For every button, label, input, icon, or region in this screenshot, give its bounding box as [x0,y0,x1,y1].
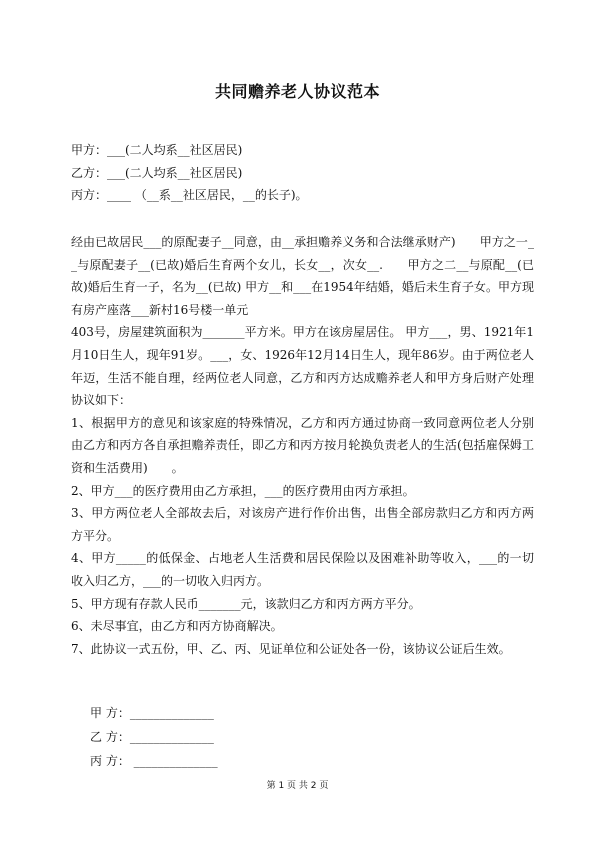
signature-bing: 丙 方： ______________ [90,754,218,768]
clause-3: 3、甲方两位老人全部故去后，对该房产进行作价出售，出售全部房款归乙方和丙方两方平分。 [71,506,534,543]
clause-7: 7、此协议一式五份，甲、乙、丙、见证单位和公证处各一份，该协议公证后生效。 [71,641,511,656]
parties-list [71,139,541,207]
page-footer: 第 1 页 共 2 页 [266,781,329,791]
paragraph-intro: 经由已故居民___的原配妻子__同意，由__承担赡养义务和合法继承财产) 甲方之一__与原配妻子__(已故)婚后生育两个女儿，长女__，次女__. 甲方之二__与原配__(已故)婚后生育一子，名为__(已故) 甲方__和___在1954年结婚，婚后未生育子女。甲方现有房产座落___新村16号楼一单元 [71,235,534,317]
clause-4: 4、甲方_____的低保金、占地老人生活费和居民保险以及困难补助等收入，___的一切收入归乙方，___的一切收入归丙方。 [71,551,534,588]
party-yi: 乙方：___(二人均系__社区居民) [71,165,243,180]
signature-yi: 乙 方：______________ [90,730,214,744]
document-title: 共同赡养老人协议范本 [214,82,380,101]
clause-2: 2、甲方___的医疗费用由乙方承担，___的医疗费用由丙方承担。 [71,483,415,498]
clause-1: 1、根据甲方的意见和该家庭的特殊情况，乙方和丙方通过协商一致同意两位老人分别由乙方和丙方各自承担赡养责任，即乙方和丙方按月轮换负责老人的生活(包括雇保姆工资和生活费用) 。 [71,415,534,475]
party-jia: 甲方：___(二人均系__社区居民) [71,143,243,157]
signature-block [90,701,390,773]
party-bing: 丙方：____ （__系__社区居民，__的长子)。 [71,188,308,202]
clause-6: 6、未尽事宜，由乙方和丙方协商解决。 [71,619,283,634]
signature-jia: 甲 方：______________ [90,706,214,720]
clause-5: 5、甲方现有存款人民币_______元，该款归乙方和丙方两方平分。 [71,596,421,611]
paragraph-background: 403号，房屋建筑面积为_______平方米。甲方在该房屋居住。 甲方___，男、1921年1月10日生人，现年91岁。___，女、1926年12月14日生人，现年86岁。由于两位老人年迈，生活不能自理，经两位老人同意，乙方和丙方达成赡养老人和甲方身后财产处理协议如下： [71,325,534,408]
agreement-body [71,231,534,660]
